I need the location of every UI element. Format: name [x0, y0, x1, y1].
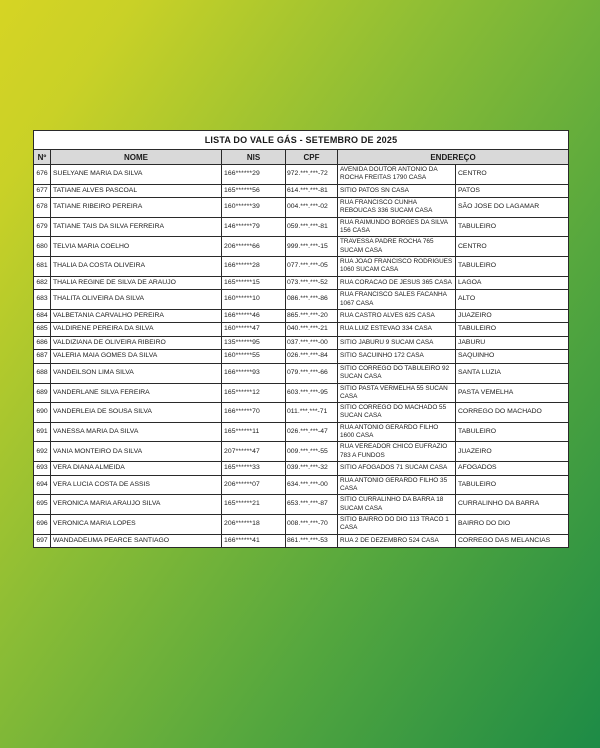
- cell-bairro: CORREGO DO MACHADO: [456, 403, 569, 423]
- col-header-endereco: ENDEREÇO: [338, 150, 569, 165]
- cell-num: 687: [34, 350, 51, 363]
- cell-nis: 165******33: [222, 462, 286, 475]
- table-title-row: [34, 131, 569, 150]
- table-row: [34, 442, 569, 462]
- cell-nome: VALDIRENE PEREIRA DA SILVA: [51, 323, 222, 336]
- cell-cpf: 009.***.***-55: [286, 442, 338, 462]
- cell-cpf: 999.***.***-15: [286, 237, 338, 257]
- cell-num: 691: [34, 422, 51, 442]
- cell-endereco: RUA JOAO FRANCISCO RODRIGUES 1060 SUCAM CASA: [338, 257, 456, 277]
- cell-num: 682: [34, 276, 51, 289]
- table-row: [34, 290, 569, 310]
- cell-bairro: TABULEIRO: [456, 422, 569, 442]
- cell-endereco: SITIO CURRALINHO DA BARRA 18 SUCAM CASA: [338, 495, 456, 515]
- cell-cpf: 039.***.***-32: [286, 462, 338, 475]
- cell-nis: 206******66: [222, 237, 286, 257]
- cell-cpf: 008.***.***-70: [286, 514, 338, 534]
- table-row: [34, 350, 569, 363]
- table-title: LISTA DO VALE GÁS - SETEMBRO DE 2025: [34, 131, 569, 150]
- cell-num: 676: [34, 165, 51, 185]
- cell-endereco: SITIO CORREGO DO MACHADO 55 SUCAN CASA: [338, 403, 456, 423]
- cell-num: 697: [34, 534, 51, 547]
- cell-nome: VERA LUCIA COSTA DE ASSIS: [51, 475, 222, 495]
- cell-bairro: CORREGO DAS MELANCIAS: [456, 534, 569, 547]
- cell-nome: TELVIA MARIA COELHO: [51, 237, 222, 257]
- cell-num: 693: [34, 462, 51, 475]
- cell-nis: 160******10: [222, 290, 286, 310]
- cell-nis: 165******21: [222, 495, 286, 515]
- cell-nome: TATIANE TAIS DA SILVA FERREIRA: [51, 217, 222, 237]
- table-row: [34, 276, 569, 289]
- cell-bairro: TABULEIRO: [456, 217, 569, 237]
- cell-cpf: 040.***.***-21: [286, 323, 338, 336]
- cell-num: 683: [34, 290, 51, 310]
- cell-num: 686: [34, 336, 51, 349]
- cell-cpf: 972.***.***-72: [286, 165, 338, 185]
- cell-nome: TATIANE ALVES PASCOAL: [51, 184, 222, 197]
- cell-bairro: JABURU: [456, 336, 569, 349]
- cell-nis: 166******28: [222, 257, 286, 277]
- table-row: [34, 534, 569, 547]
- cell-bairro: SANTA LUZIA: [456, 363, 569, 383]
- cell-cpf: 026.***.***-47: [286, 422, 338, 442]
- col-header-nome: NOME: [51, 150, 222, 165]
- cell-cpf: 004.***.***-02: [286, 198, 338, 218]
- table-row: [34, 309, 569, 322]
- cell-cpf: 861.***.***-53: [286, 534, 338, 547]
- cell-nis: 165******12: [222, 383, 286, 403]
- table-row: [34, 237, 569, 257]
- table-row: [34, 495, 569, 515]
- cell-endereco: RUA RAIMUNDO BORGES DA SILVA 156 CASA: [338, 217, 456, 237]
- cell-nome: THALIA DA COSTA OLIVEIRA: [51, 257, 222, 277]
- cell-nome: VANDERLANE SILVA FEREIRA: [51, 383, 222, 403]
- cell-bairro: TABULEIRO: [456, 323, 569, 336]
- cell-num: 689: [34, 383, 51, 403]
- cell-num: 680: [34, 237, 51, 257]
- cell-endereco: SITIO JABURU 9 SUCAM CASA: [338, 336, 456, 349]
- cell-nome: VALDIZIANA DE OLIVEIRA RIBEIRO: [51, 336, 222, 349]
- cell-nome: VERA DIANA ALMEIDA: [51, 462, 222, 475]
- cell-nome: VERONICA MARIA LOPES: [51, 514, 222, 534]
- table-row: [34, 257, 569, 277]
- cell-nome: THALITA OLIVEIRA DA SILVA: [51, 290, 222, 310]
- cell-nis: 206******18: [222, 514, 286, 534]
- cell-num: 695: [34, 495, 51, 515]
- cell-nome: WANDADEUMA PEARCE SANTIAGO: [51, 534, 222, 547]
- cell-endereco: RUA CORACAO DE JESUS 365 CASA: [338, 276, 456, 289]
- cell-nome: VALERIA MAIA GOMES DA SILVA: [51, 350, 222, 363]
- cell-nis: 165******15: [222, 276, 286, 289]
- table-header-row: [34, 150, 569, 165]
- cell-num: 678: [34, 198, 51, 218]
- table-row: [34, 217, 569, 237]
- cell-endereco: SITIO SACUINHO 172 CASA: [338, 350, 456, 363]
- cell-cpf: 073.***.***-52: [286, 276, 338, 289]
- cell-nome: TATIANE RIBEIRO PEREIRA: [51, 198, 222, 218]
- cell-nome: VANESSA MARIA DA SILVA: [51, 422, 222, 442]
- table-row: [34, 422, 569, 442]
- cell-cpf: 086.***.***-86: [286, 290, 338, 310]
- cell-nome: VANDEILSON LIMA SILVA: [51, 363, 222, 383]
- table-row: [34, 514, 569, 534]
- cell-num: 681: [34, 257, 51, 277]
- cell-cpf: 059.***.***-81: [286, 217, 338, 237]
- cell-bairro: SAQUINHO: [456, 350, 569, 363]
- table-row: [34, 403, 569, 423]
- cell-nome: SUELYANE MARIA DA SILVA: [51, 165, 222, 185]
- cell-cpf: 077.***.***-05: [286, 257, 338, 277]
- table-row: [34, 184, 569, 197]
- cell-bairro: CURRALINHO DA BARRA: [456, 495, 569, 515]
- col-header-nis: NIS: [222, 150, 286, 165]
- cell-bairro: PATOS: [456, 184, 569, 197]
- table-row: [34, 462, 569, 475]
- cell-num: 694: [34, 475, 51, 495]
- cell-nis: 207******47: [222, 442, 286, 462]
- cell-nis: 146******79: [222, 217, 286, 237]
- table-row: [34, 323, 569, 336]
- cell-bairro: ALTO: [456, 290, 569, 310]
- cell-nis: 166******93: [222, 363, 286, 383]
- cell-cpf: 037.***.***-00: [286, 336, 338, 349]
- cell-nis: 160******47: [222, 323, 286, 336]
- cell-bairro: SÃO JOSE DO LAGAMAR: [456, 198, 569, 218]
- cell-bairro: JUAZEIRO: [456, 309, 569, 322]
- cell-nis: 160******39: [222, 198, 286, 218]
- table-row: [34, 383, 569, 403]
- cell-endereco: TRAVESSA PADRE ROCHA 765 SUCAM CASA: [338, 237, 456, 257]
- cell-nis: 160******55: [222, 350, 286, 363]
- cell-nome: VANIA MONTEIRO DA SILVA: [51, 442, 222, 462]
- cell-endereco: RUA ANTONIO GERARDO FILHO 35 CASA: [338, 475, 456, 495]
- cell-endereco: SITIO PASTA VERMELHA 55 SUCAN CASA: [338, 383, 456, 403]
- cell-bairro: TABULEIRO: [456, 475, 569, 495]
- cell-endereco: SITIO AFOGADOS 71 SUCAM CASA: [338, 462, 456, 475]
- cell-endereco: SITIO CORREGO DO TABULEIRO 92 SUCAN CASA: [338, 363, 456, 383]
- cell-cpf: 011.***.***-71: [286, 403, 338, 423]
- vale-gas-table: [33, 130, 569, 548]
- col-header-num: Nº: [34, 150, 51, 165]
- cell-bairro: PASTA VEMELHA: [456, 383, 569, 403]
- cell-nis: 166******70: [222, 403, 286, 423]
- table-body: [34, 165, 569, 548]
- cell-cpf: 653.***.***-87: [286, 495, 338, 515]
- cell-num: 692: [34, 442, 51, 462]
- table-row: [34, 363, 569, 383]
- cell-cpf: 079.***.***-66: [286, 363, 338, 383]
- cell-num: 679: [34, 217, 51, 237]
- table-row: [34, 198, 569, 218]
- cell-nome: VALBETANIA CARVALHO PEREIRA: [51, 309, 222, 322]
- cell-num: 696: [34, 514, 51, 534]
- cell-num: 688: [34, 363, 51, 383]
- table-row: [34, 336, 569, 349]
- cell-endereco: AVENIDA DOUTOR ANTONIO DA ROCHA FREITAS 1790 CASA: [338, 165, 456, 185]
- cell-nis: 166******29: [222, 165, 286, 185]
- cell-cpf: 614.***.***-81: [286, 184, 338, 197]
- cell-cpf: 603.***.***-95: [286, 383, 338, 403]
- cell-bairro: JUAZEIRO: [456, 442, 569, 462]
- col-header-cpf: CPF: [286, 150, 338, 165]
- cell-endereco: RUA FRANCISCO SALES FACANHA 1067 CASA: [338, 290, 456, 310]
- cell-nome: VERONICA MARIA ARAUJO SILVA: [51, 495, 222, 515]
- cell-num: 690: [34, 403, 51, 423]
- cell-nis: 165******11: [222, 422, 286, 442]
- cell-endereco: RUA ANTONIO GERARDO FILHO 1600 CASA: [338, 422, 456, 442]
- cell-bairro: CENTRO: [456, 165, 569, 185]
- cell-endereco: RUA 2 DE DEZEMBRO 524 CASA: [338, 534, 456, 547]
- cell-cpf: 634.***.***-00: [286, 475, 338, 495]
- cell-bairro: LAGOA: [456, 276, 569, 289]
- cell-endereco: RUA VEREADOR CHICO EUFRAZIO 783 A FUNDOS: [338, 442, 456, 462]
- cell-bairro: AFOGADOS: [456, 462, 569, 475]
- cell-nis: 166******46: [222, 309, 286, 322]
- cell-num: 685: [34, 323, 51, 336]
- cell-nome: THALIA REGINE DE SILVA DE ARAUJO: [51, 276, 222, 289]
- cell-num: 677: [34, 184, 51, 197]
- cell-endereco: RUA FRANCISCO CUNHA REBOUCAS 336 SUCAM CASA: [338, 198, 456, 218]
- cell-num: 684: [34, 309, 51, 322]
- cell-nis: 135******95: [222, 336, 286, 349]
- cell-endereco: SITIO BAIRRO DO DIO 113 TRACO 1 CASA: [338, 514, 456, 534]
- cell-nis: 166******41: [222, 534, 286, 547]
- cell-nome: VANDERLEIA DE SOUSA SILVA: [51, 403, 222, 423]
- table-row: [34, 165, 569, 185]
- table-row: [34, 475, 569, 495]
- cell-nis: 206******07: [222, 475, 286, 495]
- cell-cpf: 026.***.***-84: [286, 350, 338, 363]
- cell-endereco: RUA CASTRO ALVES 625 CASA: [338, 309, 456, 322]
- cell-bairro: TABULEIRO: [456, 257, 569, 277]
- cell-bairro: CENTRO: [456, 237, 569, 257]
- cell-cpf: 865.***.***-20: [286, 309, 338, 322]
- cell-nis: 165******56: [222, 184, 286, 197]
- cell-bairro: BAIRRO DO DIO: [456, 514, 569, 534]
- cell-endereco: RUA LUIZ ESTEVAO 334 CASA: [338, 323, 456, 336]
- cell-endereco: SITIO PATOS SN CASA: [338, 184, 456, 197]
